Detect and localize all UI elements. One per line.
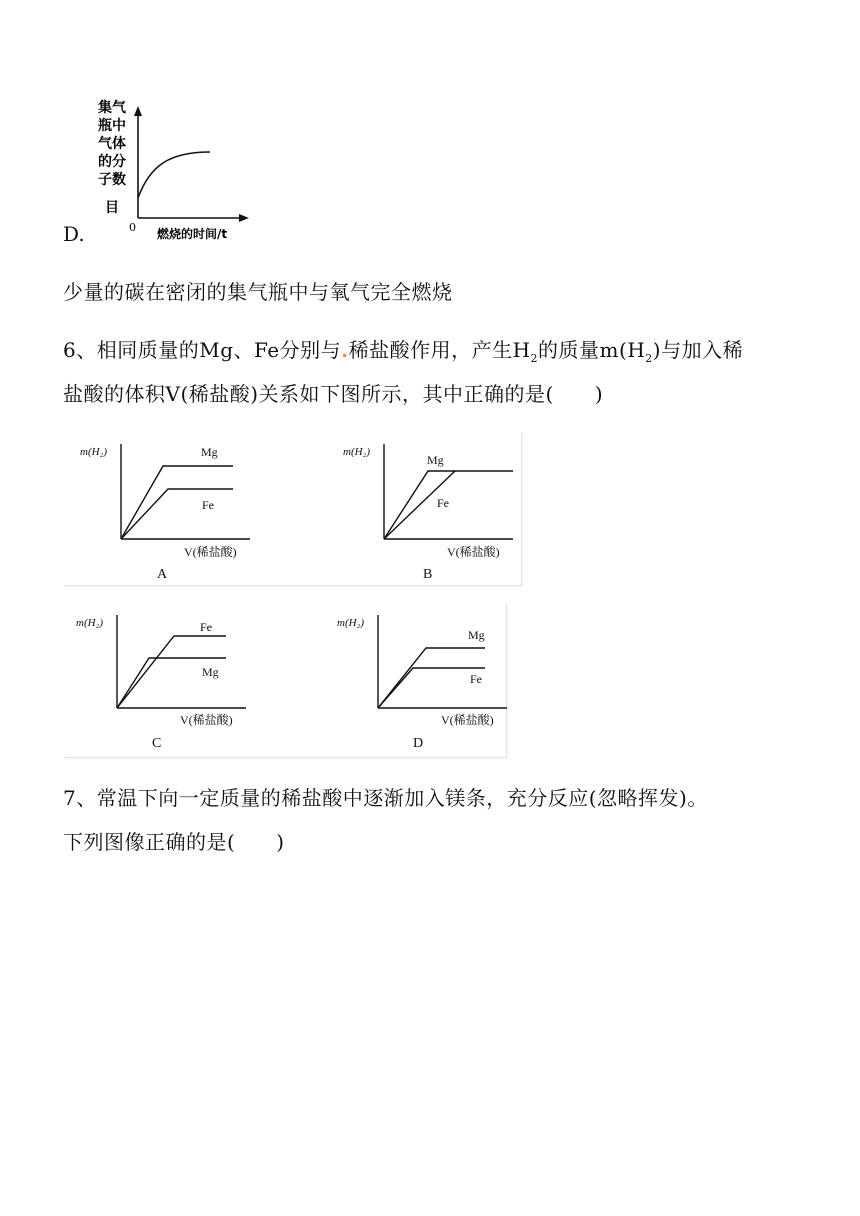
q6-line-1	[63, 330, 823, 379]
q6-line1-pre: 6、相同质量的Mg、Fe分别与	[63, 338, 342, 362]
graph-c-xlabel: V(稀盐酸)	[180, 713, 233, 727]
option-d-ylabel-line: 的分	[98, 154, 126, 170]
graph-d-lower-label: Fe	[470, 672, 482, 686]
graph-b-ylabel: m(H₂)	[343, 446, 371, 458]
q6-line1-mark: .	[341, 338, 349, 362]
q6-line1-sub1: 2	[530, 352, 539, 365]
option-d-x-arrow	[239, 214, 249, 222]
q6-line1-mid: 稀盐酸作用，产生H	[348, 338, 531, 362]
graph-a-series-lower	[121, 489, 233, 539]
graph-c-lower-label: Mg	[202, 665, 219, 679]
option-d-ylabel-line: 气体	[98, 136, 126, 152]
graph-c-upper-label: Fe	[200, 620, 212, 634]
option-d-curve	[138, 152, 210, 198]
option-d-y-arrow	[134, 106, 142, 116]
graph-d-letter: D	[413, 736, 424, 751]
graph-a-series-upper	[121, 466, 233, 539]
option-d-ylabel-line: 集气	[98, 100, 126, 116]
q7-line-1: 7、常温下向一定质量的稀盐酸中逐渐加入镁条，充分反应(忽略挥发)。	[63, 786, 708, 810]
q6-line1-sub2: 2	[645, 352, 653, 365]
option-d-ylabel-line: 瓶中	[98, 118, 126, 134]
q6-line-2: 盐酸的体积V(稀盐酸)关系如下图所示，其中正确的是( )	[63, 382, 604, 406]
option-d-ylabel-line: 目	[105, 200, 119, 216]
option-d-xlabel: 燃烧的时间/t	[157, 227, 228, 241]
graph-a-xlabel: V(稀盐酸)	[184, 545, 237, 559]
q6-graph-d	[337, 610, 517, 756]
graph-b-xlabel: V(稀盐酸)	[447, 545, 500, 559]
note-line: 少量的碳在密闭的集气瓶中与氧气完全燃烧	[63, 280, 453, 304]
graph-d-upper-label: Mg	[468, 628, 485, 642]
option-d-ylabel-line: 子数	[98, 172, 126, 188]
graph-c-ylabel: m(H₂)	[76, 617, 104, 629]
graph-a-lower-label: Fe	[202, 498, 214, 512]
graph-d-ylabel: m(H₂)	[337, 617, 365, 629]
graph-a-ylabel: m(H₂)	[80, 446, 108, 458]
option-d-label: D.	[63, 222, 85, 246]
graph-d-xlabel: V(稀盐酸)	[441, 713, 494, 727]
option-d-graph	[95, 100, 255, 242]
graph-d-series-upper	[378, 648, 485, 708]
graph-b-letter: B	[423, 567, 433, 582]
graph-a-upper-label: Mg	[201, 445, 218, 459]
option-d-origin: 0	[129, 221, 136, 234]
q6-line1-post: )与加入稀	[652, 338, 744, 362]
graph-b-upper-label: Mg	[427, 453, 444, 467]
q6-line1-mid2: 的质量m(H	[538, 338, 646, 362]
q6-graph-a	[80, 436, 280, 584]
q7-line-2: 下列图像正确的是( )	[63, 830, 285, 854]
graph-b-lower-label: Fe	[437, 496, 449, 510]
graph-c-letter: C	[152, 736, 162, 751]
q6-graph-b	[343, 436, 523, 584]
q6-graph-c	[76, 610, 276, 756]
graph-a-letter: A	[157, 567, 168, 582]
